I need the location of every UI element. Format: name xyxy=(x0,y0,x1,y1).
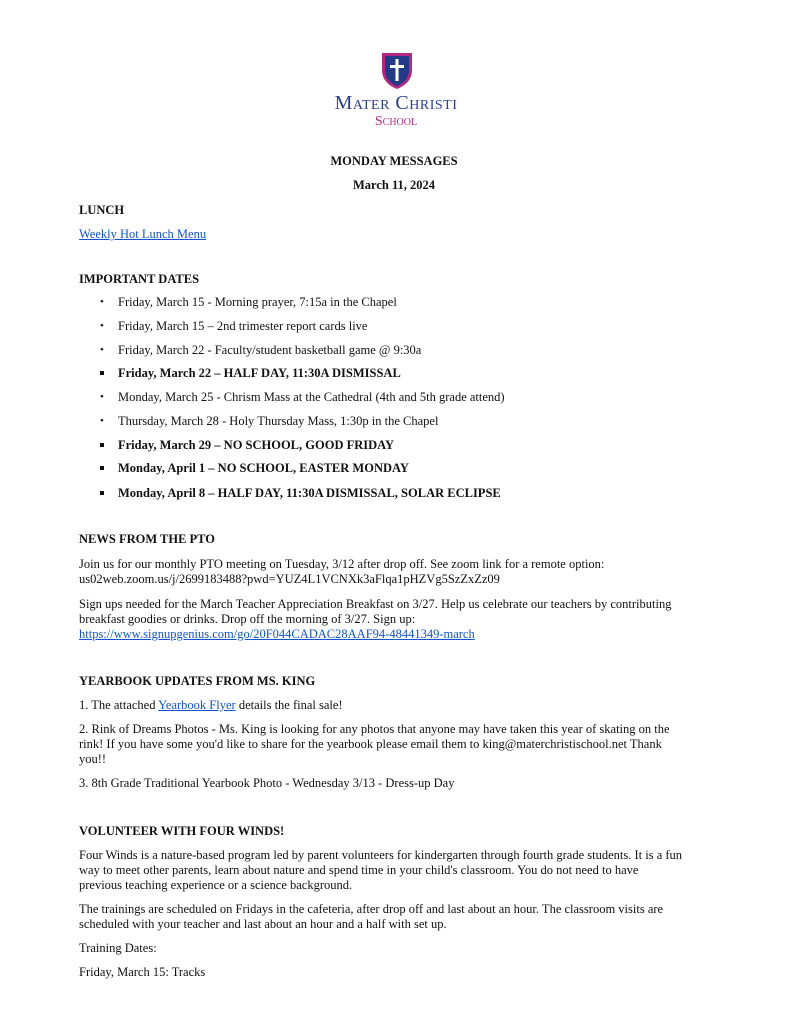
page-title: MONDAY MESSAGES xyxy=(330,154,458,168)
training-date-item: Friday, March 15: Tracks xyxy=(79,965,206,979)
pto-paragraph-line: Join us for our monthly PTO meeting on Tuesday, 3/12 after drop off. See zoom link for a remote option: xyxy=(79,557,605,571)
bullet-icon xyxy=(100,466,104,470)
section-heading-volunteer: VOLUNTEER WITH FOUR WINDS! xyxy=(79,824,285,838)
yearbook-item-line: you!! xyxy=(79,752,107,766)
page-date: March 11, 2024 xyxy=(352,178,436,192)
bullet-icon: • xyxy=(100,391,104,403)
yearbook-item-text: details the final sale! xyxy=(235,698,343,712)
date-item-text: Friday, March 22 – HALF DAY, 11:30A DISMISSAL xyxy=(118,366,401,380)
section-heading-lunch: LUNCH xyxy=(79,203,125,217)
section-heading-important-dates: IMPORTANT DATES xyxy=(79,272,200,286)
volunteer-paragraph-line: Four Winds is a nature-based program led by parent volunteers for kindergarten through fourth grade students. It is a fun xyxy=(79,848,683,862)
bullet-icon: • xyxy=(100,320,104,332)
training-dates-label: Training Dates: xyxy=(79,941,157,955)
bullet-icon: • xyxy=(100,415,104,427)
bullet-icon: • xyxy=(100,296,104,308)
yearbook-flyer-link[interactable]: Yearbook Flyer xyxy=(158,698,236,712)
volunteer-paragraph-line: way to meet other parents, learn about nature and spend time in your child's classroom. You do not need to have xyxy=(79,863,639,877)
date-item-text: Friday, March 15 – 2nd trimester report cards live xyxy=(118,319,368,333)
volunteer-paragraph-line: The trainings are scheduled on Fridays in the cafeteria, after drop off and last about an hour. The classroom visits are xyxy=(79,902,664,916)
bullet-icon xyxy=(100,491,104,495)
volunteer-paragraph-line: previous teaching experience or a science background. xyxy=(79,878,353,892)
pto-zoom-link-text: us02web.zoom.us/j/2699183488?pwd=YUZ4L1VCNXk3aFlqa1pHZVg5SzZxZz09 xyxy=(79,572,500,586)
yearbook-item-text: 1. The attached xyxy=(79,698,159,712)
shield-cross-icon xyxy=(380,50,414,90)
date-item-text: Friday, March 29 – NO SCHOOL, GOOD FRIDAY xyxy=(118,438,395,452)
bullet-icon xyxy=(100,443,104,447)
date-item-text: Monday, April 8 – HALF DAY, 11:30A DISMISSAL, SOLAR ECLIPSE xyxy=(118,486,501,500)
bullet-icon xyxy=(100,371,104,375)
date-item-text: Monday, March 25 - Chrism Mass at the Cathedral (4th and 5th grade attend) xyxy=(118,390,505,404)
logo-school-name: Mater Christi xyxy=(334,92,458,114)
date-item-text: Friday, March 22 - Faculty/student basketball game @ 9:30a xyxy=(118,343,422,357)
section-heading-pto: NEWS FROM THE PTO xyxy=(79,532,216,546)
date-item-text: Thursday, March 28 - Holy Thursday Mass, 1:30p in the Chapel xyxy=(118,414,439,428)
signup-genius-link[interactable]: https://www.signupgenius.com/go/20F044CADAC28AAF94-48441349-march xyxy=(79,627,475,641)
pto-paragraph-line: breakfast goodies or drinks. Drop off the morning of 3/27. Sign up: xyxy=(79,612,416,626)
bullet-icon: • xyxy=(100,344,104,356)
logo-school-sub: School xyxy=(374,114,418,129)
yearbook-item-3: 3. 8th Grade Traditional Yearbook Photo - Wednesday 3/13 - Dress-up Day xyxy=(79,776,455,790)
yearbook-item-line: 2. Rink of Dreams Photos - Ms. King is looking for any photos that anyone may have taken this year of skating on the xyxy=(79,722,670,736)
pto-paragraph-line: Sign ups needed for the March Teacher Appreciation Breakfast on 3/27. Help us celebrate our teachers by contributing xyxy=(79,597,672,611)
volunteer-paragraph-line: scheduled with your teacher and last about an hour and a half with set up. xyxy=(79,917,447,931)
date-item-text: Friday, March 15 - Morning prayer, 7:15a in the Chapel xyxy=(118,295,397,309)
section-heading-yearbook: YEARBOOK UPDATES FROM MS. KING xyxy=(79,674,316,688)
hot-lunch-menu-link[interactable]: Weekly Hot Lunch Menu xyxy=(79,227,207,241)
yearbook-item-1 xyxy=(79,698,719,713)
date-item-text: Monday, April 1 – NO SCHOOL, EASTER MONDAY xyxy=(118,461,409,475)
yearbook-item-line: rink! If you have some you'd like to share for the yearbook please email them to king@materchristischool.net Thank xyxy=(79,737,662,751)
